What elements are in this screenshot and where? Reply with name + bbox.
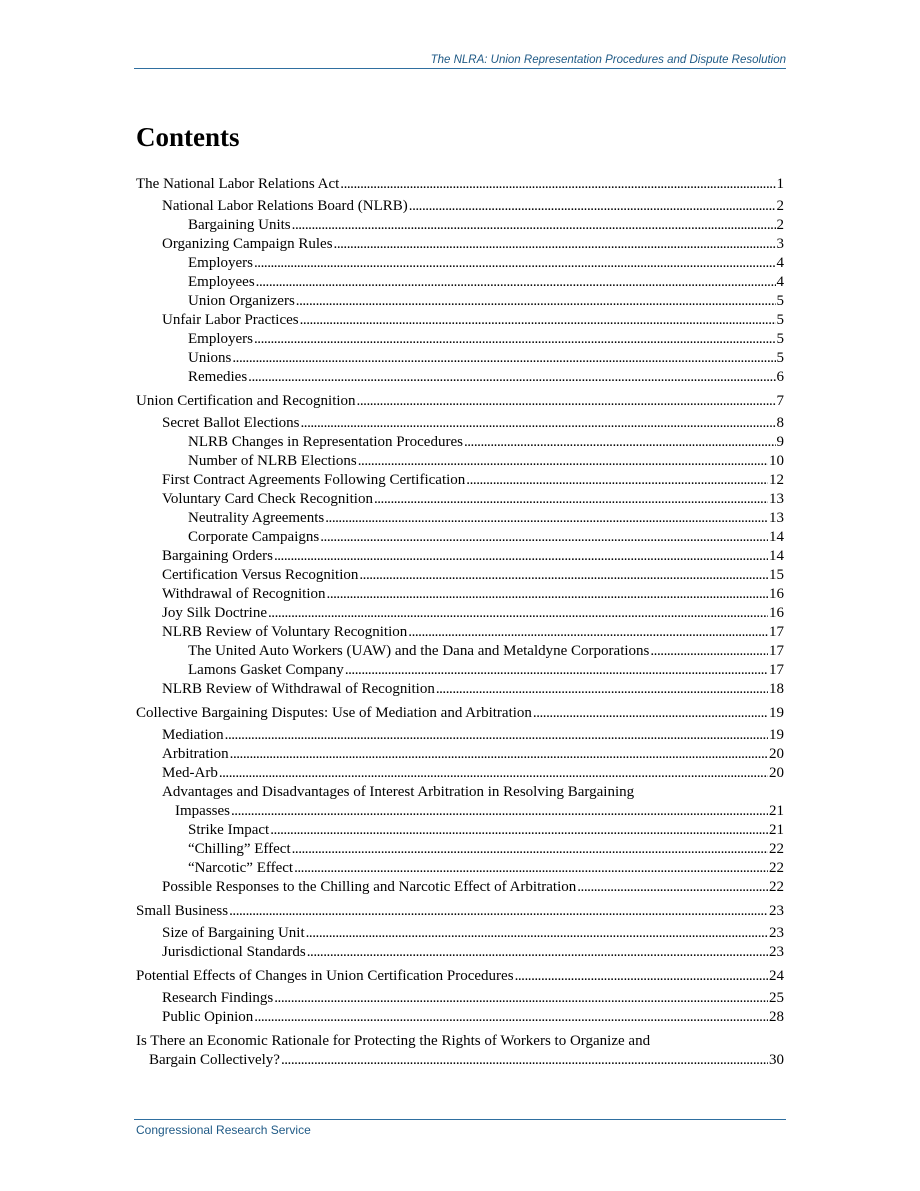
dot-leader: [230, 745, 768, 764]
dot-leader: [533, 704, 768, 723]
dot-leader: [327, 585, 768, 604]
toc-entry-title: Bargaining Orders: [162, 548, 273, 564]
toc-entry[interactable]: [136, 392, 784, 411]
dot-leader: [357, 392, 776, 411]
toc-entry-title: Possible Responses to the Chilling and Narcotic Effect of Arbitration: [162, 879, 577, 895]
toc-entry-title: “Narcotic” Effect: [188, 860, 294, 876]
toc-entry[interactable]: [136, 368, 784, 387]
dot-leader: [274, 547, 768, 566]
toc-entry[interactable]: [136, 509, 784, 528]
toc-entry[interactable]: [136, 490, 784, 509]
toc-entry-title: Employers: [188, 331, 253, 347]
dot-leader: [248, 368, 775, 387]
toc-entry[interactable]: [136, 967, 784, 986]
dot-leader: [577, 878, 768, 897]
dot-leader: [320, 528, 768, 547]
toc-entry[interactable]: [136, 197, 784, 216]
dot-leader: [408, 623, 768, 642]
toc-page-number: 5: [776, 350, 784, 366]
toc-page-number: 17: [769, 624, 784, 640]
dot-leader: [300, 311, 776, 330]
dot-leader: [466, 471, 768, 490]
toc-page-number: 18: [769, 681, 784, 697]
dot-leader: [270, 821, 768, 840]
toc-entry-title: Unions: [188, 350, 232, 366]
dot-leader: [281, 1051, 768, 1070]
toc-page-number: 12: [769, 472, 784, 488]
toc-page-number: 24: [769, 968, 784, 984]
toc-entry-title: Union Certification and Recognition: [136, 393, 356, 409]
dot-leader: [254, 330, 776, 349]
toc-page-number: 2: [776, 198, 784, 214]
toc-page-number: 7: [776, 393, 784, 409]
toc-page-number: 17: [769, 662, 784, 678]
dot-leader: [256, 273, 776, 292]
toc-entry-title-continued: Bargain Collectively?: [149, 1052, 280, 1068]
toc-page-number: 22: [769, 879, 784, 895]
toc-entry[interactable]: [136, 783, 784, 821]
dot-leader: [294, 859, 768, 878]
toc-entry-title: Small Business: [136, 903, 229, 919]
dot-leader: [515, 967, 768, 986]
toc-page-number: 21: [769, 803, 784, 819]
toc-entry[interactable]: [136, 528, 784, 547]
toc-page-number: 13: [769, 491, 784, 507]
toc-page-number: 17: [769, 643, 784, 659]
toc-entry[interactable]: [136, 330, 784, 349]
dot-leader: [374, 490, 768, 509]
toc-page-number: 23: [769, 903, 784, 919]
toc-entry[interactable]: [136, 924, 784, 943]
dot-leader: [231, 802, 768, 821]
toc-entry-title: NLRB Review of Voluntary Recognition: [162, 624, 408, 640]
toc-entry-title: Remedies: [188, 369, 248, 385]
dot-leader: [254, 1008, 768, 1027]
toc-entry[interactable]: [136, 704, 784, 723]
toc-page-number: 19: [769, 705, 784, 721]
toc-entry-title: Arbitration: [162, 746, 229, 762]
toc-entry[interactable]: [136, 859, 784, 878]
toc-entry[interactable]: [136, 349, 784, 368]
toc-entry[interactable]: [136, 471, 784, 490]
toc-entry-title: Employers: [188, 255, 253, 271]
toc-entry-title: Secret Ballot Elections: [162, 415, 300, 431]
toc-entry[interactable]: [136, 1032, 784, 1070]
toc-page-number: 16: [769, 586, 784, 602]
toc-entry[interactable]: [136, 235, 784, 254]
toc-entry-title: Voluntary Card Check Recognition: [162, 491, 373, 507]
dot-leader: [358, 452, 768, 471]
toc-entry[interactable]: [136, 254, 784, 273]
dot-leader: [334, 235, 776, 254]
toc-entry[interactable]: [136, 585, 784, 604]
toc-page-number: 23: [769, 925, 784, 941]
toc-entry-title-continued: Impasses: [175, 803, 230, 819]
toc-entry-title: “Chilling” Effect: [188, 841, 291, 857]
toc-entry-title: Number of NLRB Elections: [188, 453, 357, 469]
dot-leader: [650, 642, 768, 661]
toc-entry-title: Public Opinion: [162, 1009, 254, 1025]
dot-leader: [274, 989, 768, 1008]
toc-page-number: 2: [776, 217, 784, 233]
toc-entry[interactable]: [136, 216, 784, 235]
toc-page-number: 30: [769, 1052, 784, 1068]
toc-entry-title: Advantages and Disadvantages of Interest Arbitration in Resolving Bargaining: [162, 784, 635, 800]
toc-page-number: 6: [776, 369, 784, 385]
dot-leader: [340, 175, 775, 194]
toc-entry-title: Collective Bargaining Disputes: Use of Mediation and Arbitration: [136, 705, 532, 721]
toc-entry-title: The United Auto Workers (UAW) and the Dana and Metaldyne Corporations: [188, 643, 650, 659]
toc-entry[interactable]: [136, 175, 784, 194]
toc-entry[interactable]: [136, 566, 784, 585]
toc-entry[interactable]: [136, 745, 784, 764]
dot-leader: [307, 943, 768, 962]
dot-leader: [254, 254, 776, 273]
dot-leader: [268, 604, 768, 623]
dot-leader: [225, 726, 768, 745]
toc-page-number: 5: [776, 312, 784, 328]
toc-entry[interactable]: [136, 943, 784, 962]
toc-entry-title: NLRB Changes in Representation Procedures: [188, 434, 463, 450]
toc-entry[interactable]: [136, 604, 784, 623]
toc-entry-title: Unfair Labor Practices: [162, 312, 299, 328]
toc-page-number: 19: [769, 727, 784, 743]
toc-page-number: 20: [769, 765, 784, 781]
dot-leader: [219, 764, 768, 783]
dot-leader: [232, 349, 775, 368]
toc-page-number: 13: [769, 510, 784, 526]
toc-entry-title: Lamons Gasket Company: [188, 662, 344, 678]
toc-entry-title: Certification Versus Recognition: [162, 567, 359, 583]
toc-entry[interactable]: [136, 547, 784, 566]
toc-entry[interactable]: [136, 726, 784, 745]
toc-entry-title: Neutrality Agreements: [188, 510, 325, 526]
toc-entry-title: Corporate Campaigns: [188, 529, 320, 545]
dot-leader: [464, 433, 776, 452]
toc-entry[interactable]: [136, 433, 784, 452]
toc-entry[interactable]: [136, 414, 784, 433]
toc-page-number: 4: [776, 274, 784, 290]
toc-entry[interactable]: [136, 840, 784, 859]
toc-entry[interactable]: [136, 273, 784, 292]
toc-entry[interactable]: [136, 764, 784, 783]
toc-entry-title: Bargaining Units: [188, 217, 291, 233]
toc-page-number: 4: [776, 255, 784, 271]
toc-page-number: 28: [769, 1009, 784, 1025]
dot-leader: [306, 924, 768, 943]
toc-entry-title: Med-Arb: [162, 765, 218, 781]
toc-entry-title: Employees: [188, 274, 255, 290]
toc-page-number: 5: [776, 293, 784, 309]
toc-entry[interactable]: [136, 680, 784, 699]
toc-entry[interactable]: [136, 902, 784, 921]
toc-entry-title: National Labor Relations Board (NLRB): [162, 198, 408, 214]
toc-entry[interactable]: [136, 1008, 784, 1027]
toc-entry[interactable]: [136, 989, 784, 1008]
dot-leader: [296, 292, 776, 311]
dot-leader: [292, 216, 776, 235]
toc-entry[interactable]: [136, 878, 784, 897]
toc-entry-title: NLRB Review of Withdrawal of Recognition: [162, 681, 435, 697]
running-footer: Congressional Research Service: [136, 1123, 311, 1137]
dot-leader: [409, 197, 776, 216]
dot-leader: [345, 661, 768, 680]
toc-entry-title: Joy Silk Doctrine: [162, 605, 267, 621]
toc-entry[interactable]: [136, 452, 784, 471]
running-header: The NLRA: Union Representation Procedures and Dispute Resolution: [430, 54, 786, 66]
toc-entry[interactable]: [136, 661, 784, 680]
dot-leader: [436, 680, 768, 699]
toc-page-number: 16: [769, 605, 784, 621]
toc-page-number: 20: [769, 746, 784, 762]
toc-page-number: 14: [769, 529, 784, 545]
toc-page-number: 15: [769, 567, 784, 583]
footer-rule: [134, 1119, 786, 1120]
toc-entry[interactable]: [136, 311, 784, 330]
page-title: Contents: [136, 122, 240, 152]
toc-entry-title: Strike Impact: [188, 822, 270, 838]
toc-page-number: 23: [769, 944, 784, 960]
toc-page-number: 22: [769, 841, 784, 857]
toc-entry[interactable]: [136, 623, 784, 642]
toc-entry-title: Potential Effects of Changes in Union Certification Procedures: [136, 968, 514, 984]
toc-entry-title: Withdrawal of Recognition: [162, 586, 326, 602]
toc-page-number: 8: [776, 415, 784, 431]
toc-page-number: 10: [769, 453, 784, 469]
table-of-contents: [136, 175, 784, 1070]
toc-entry-title: Research Findings: [162, 990, 274, 1006]
toc-entry-title: Jurisdictional Standards: [162, 944, 306, 960]
dot-leader: [292, 840, 768, 859]
toc-page-number: 3: [776, 236, 784, 252]
toc-page-number: 25: [769, 990, 784, 1006]
toc-page-number: 22: [769, 860, 784, 876]
toc-page-number: 1: [776, 176, 784, 192]
toc-page-number: 14: [769, 548, 784, 564]
toc-entry-title: Size of Bargaining Unit: [162, 925, 305, 941]
dot-leader: [300, 414, 775, 433]
toc-page-number: 9: [776, 434, 784, 450]
header-rule: [134, 68, 786, 69]
dot-leader: [229, 902, 768, 921]
toc-entry-title: Is There an Economic Rationale for Protecting the Rights of Workers to Organize and: [136, 1033, 651, 1049]
toc-entry[interactable]: [136, 642, 784, 661]
toc-entry-title: The National Labor Relations Act: [136, 176, 340, 192]
toc-entry[interactable]: [136, 292, 784, 311]
toc-page-number: 5: [776, 331, 784, 347]
toc-entry-title: First Contract Agreements Following Certification: [162, 472, 466, 488]
toc-entry-title: Mediation: [162, 727, 224, 743]
toc-entry-title: Organizing Campaign Rules: [162, 236, 333, 252]
dot-leader: [325, 509, 768, 528]
toc-page-number: 21: [769, 822, 784, 838]
toc-entry-title: Union Organizers: [188, 293, 295, 309]
dot-leader: [359, 566, 768, 585]
toc-entry[interactable]: [136, 821, 784, 840]
